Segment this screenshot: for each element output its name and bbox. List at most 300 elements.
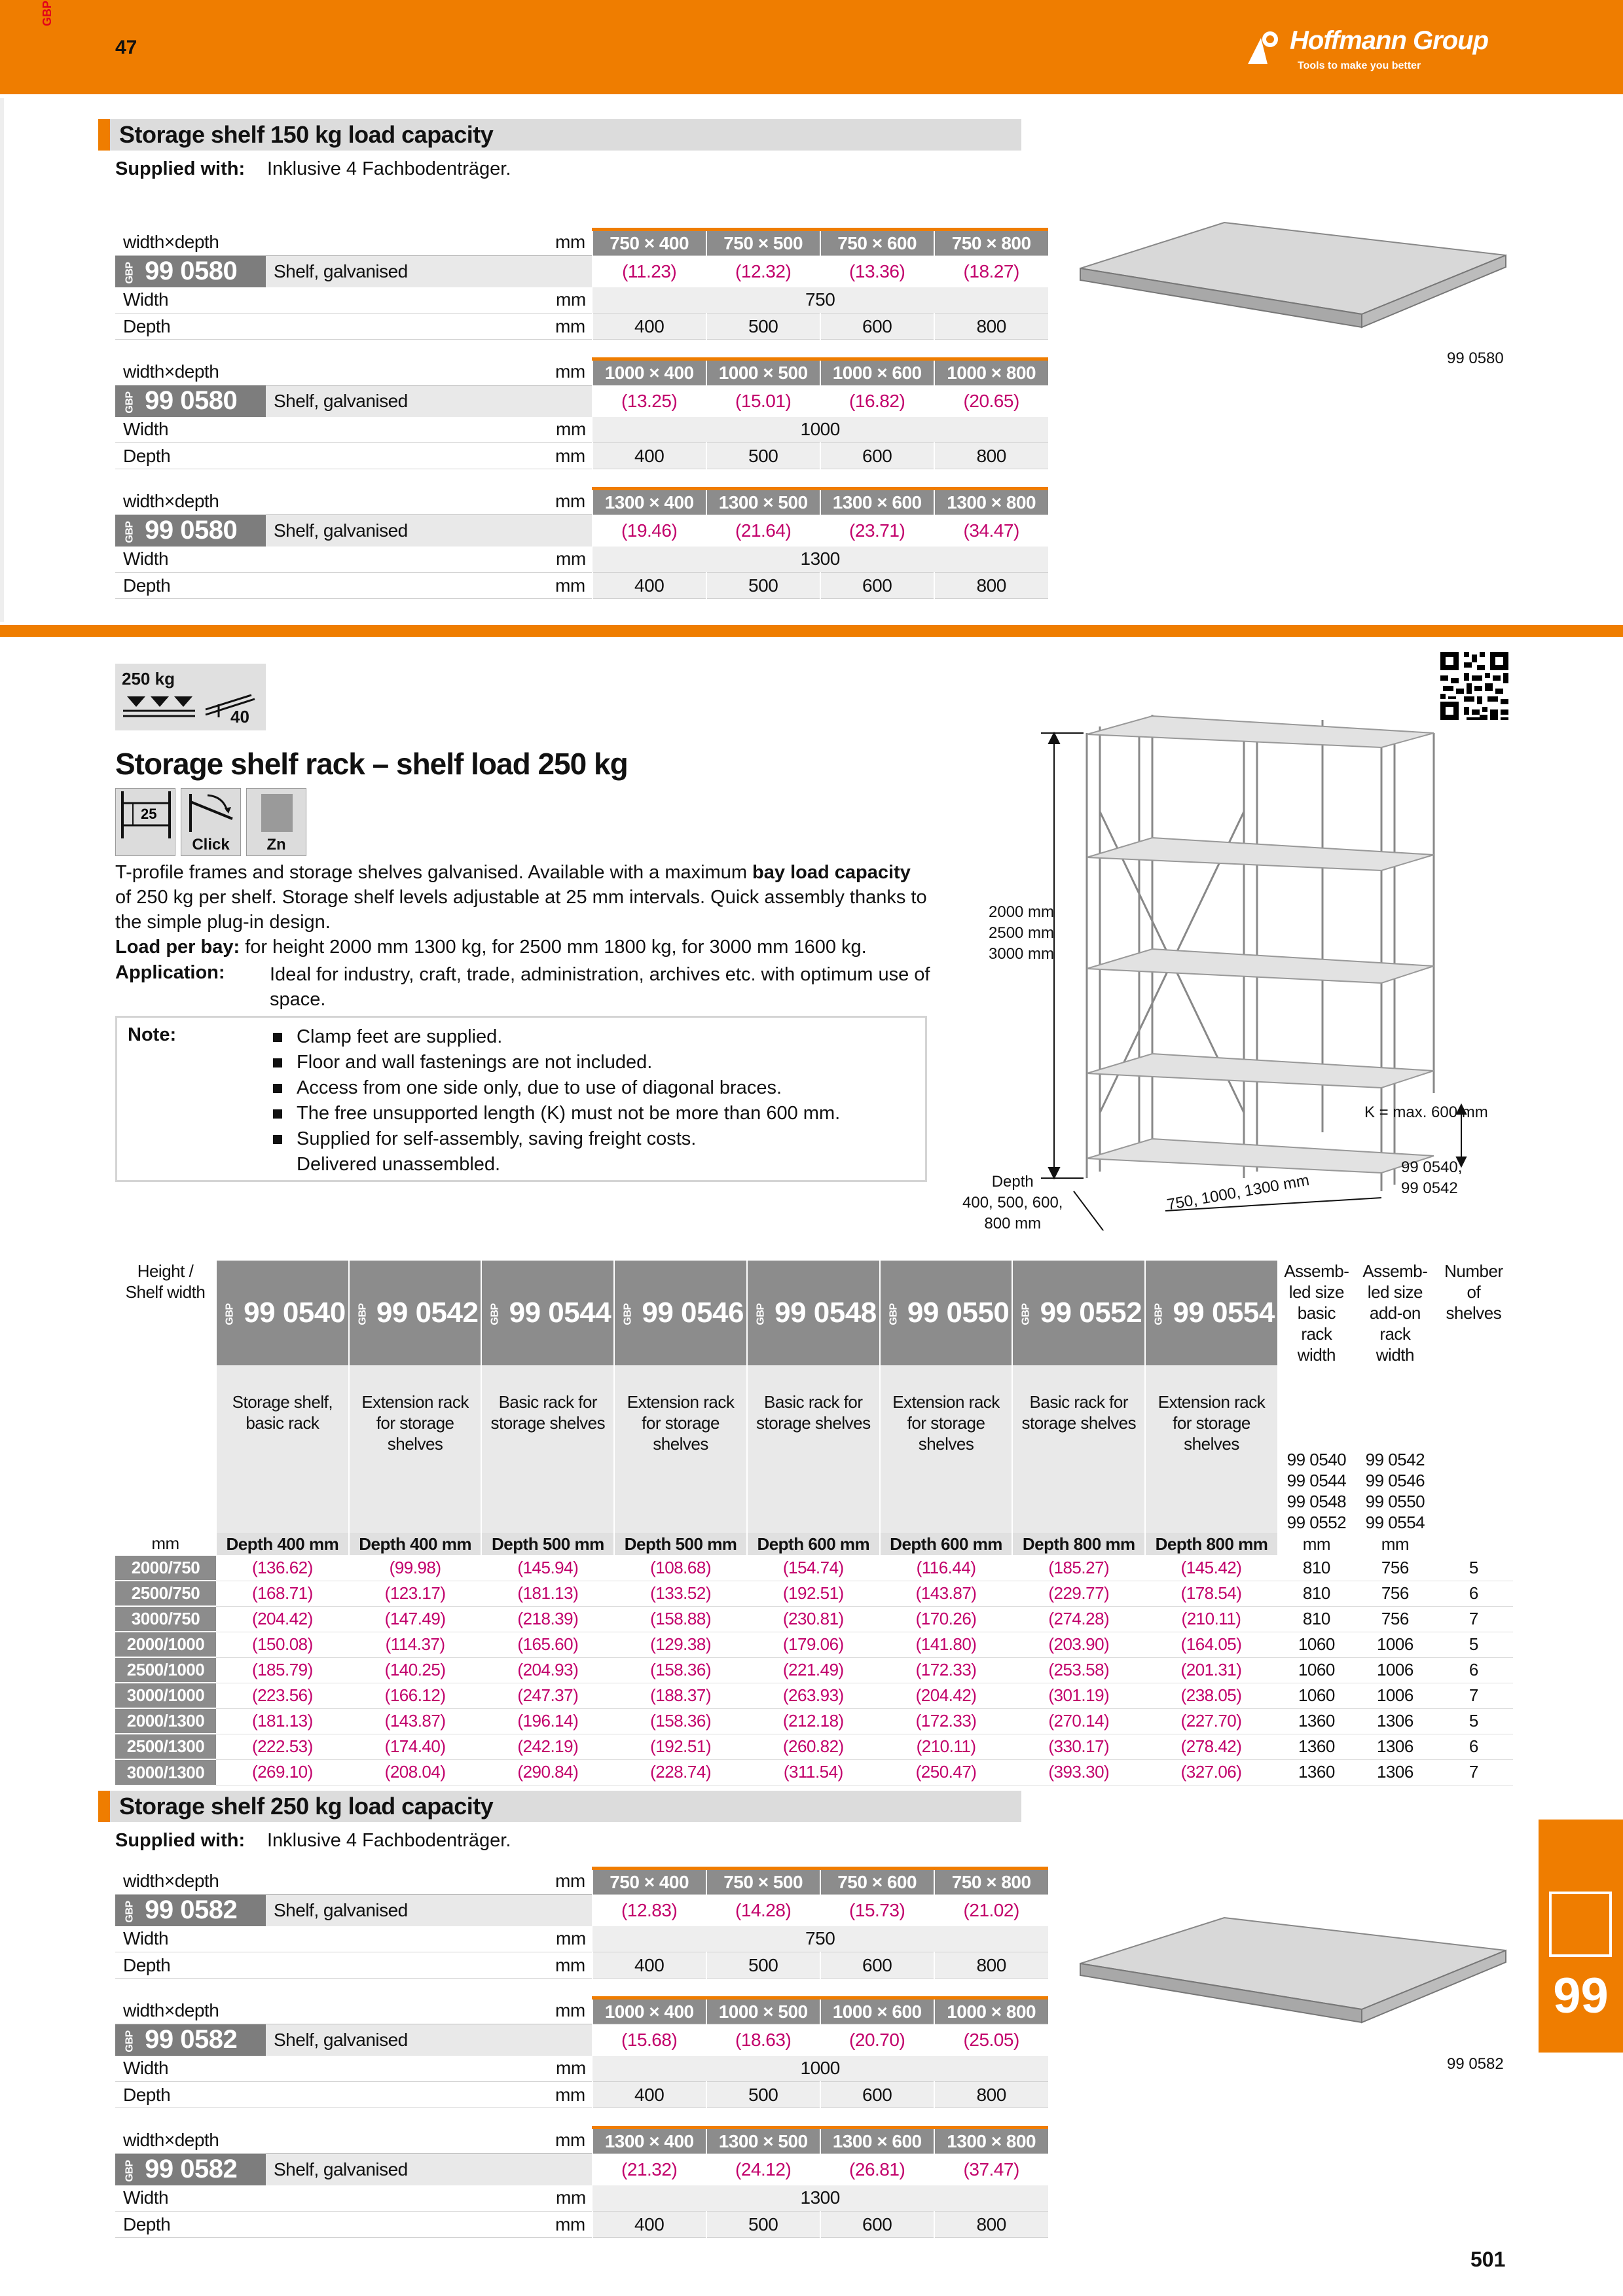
- icon-zn-text: Zn: [266, 836, 286, 853]
- rack-price-cell: (230.81): [747, 1606, 880, 1632]
- article-number-text: 99 0582: [145, 1895, 238, 1925]
- width-value: 750: [593, 287, 1048, 314]
- size-header: 1000 × 800: [934, 1998, 1048, 2024]
- unit-label: mm: [547, 547, 593, 573]
- basic-width-cell: 810: [1277, 1606, 1356, 1632]
- rack-price-cell: (203.90): [1012, 1632, 1145, 1657]
- rack-price-cell: (393.30): [1012, 1759, 1145, 1785]
- addon-width-cell: 756: [1356, 1581, 1434, 1606]
- rack-article-text: 99 0544: [509, 1297, 611, 1329]
- rack-price-cell: (192.51): [614, 1734, 747, 1759]
- rack-price-row: [115, 1759, 1513, 1785]
- rack-description-cell: Extension rack for storage shelves: [1145, 1365, 1277, 1533]
- section-title-150kg: Storage shelf 150 kg load capacity: [98, 119, 1021, 151]
- gbp-mark: GBP: [1020, 1303, 1032, 1325]
- unit-label: mm: [547, 2185, 593, 2212]
- rack-price-cell: (222.53): [216, 1734, 349, 1759]
- note-list: [273, 1024, 840, 1177]
- width-row: [115, 1926, 1048, 1952]
- height-label: 3000 mm: [989, 945, 1055, 963]
- supplied-label: Supplied with:: [115, 158, 246, 179]
- size-header-row: [115, 359, 1048, 386]
- unit-label: mm: [547, 443, 593, 469]
- addon-width-cell: 1306: [1356, 1708, 1434, 1734]
- article-number[interactable]: [115, 386, 266, 417]
- size-header-row: [115, 2128, 1048, 2154]
- depth-value: 500: [706, 314, 820, 340]
- addon-width-cell: 1006: [1356, 1683, 1434, 1708]
- depth-value: 800: [934, 1952, 1048, 1979]
- price-cell: (12.32): [706, 256, 820, 287]
- width-value: 1000: [593, 417, 1048, 443]
- chapter-number: 99: [1553, 1968, 1609, 2024]
- rack-price-cell: (278.42): [1145, 1734, 1277, 1759]
- depth-label: 400, 500, 600,: [962, 1194, 1063, 1211]
- page-number-bottom: 501: [1470, 2248, 1506, 2271]
- addon-rack-article: 99 0550: [1365, 1492, 1425, 1511]
- basic-width-cell: 1360: [1277, 1734, 1356, 1759]
- rack-article-number[interactable]: [349, 1261, 482, 1365]
- article-row: [115, 386, 1048, 417]
- note-item: Floor and wall fastenings are not included.: [273, 1050, 840, 1075]
- article-number-text: 99 0580: [145, 516, 238, 545]
- basic-rack-article: 99 0544: [1286, 1471, 1347, 1490]
- rack-image-articles: [1401, 1157, 1462, 1199]
- rack-article-text: 99 0548: [775, 1297, 877, 1329]
- price-cell: (37.47): [934, 2154, 1048, 2185]
- width-row: [115, 287, 1048, 314]
- image-article: 99 0540,: [1401, 1158, 1463, 1176]
- unit-label: mm: [547, 1926, 593, 1952]
- depth-row: [115, 314, 1048, 340]
- height-width-cell: 2500/1300: [115, 1734, 216, 1759]
- application-text: Ideal for industry, craft, trade, administration, archives etc. with optimum use of space.: [270, 964, 930, 1010]
- rack-article-number[interactable]: [1145, 1261, 1277, 1365]
- size-header: 1300 × 400: [593, 2128, 706, 2154]
- rack-price-cell: (165.60): [481, 1632, 614, 1657]
- article-row: [115, 1895, 1048, 1926]
- depth-value: 600: [820, 2212, 934, 2238]
- rack-article-number[interactable]: [747, 1261, 880, 1365]
- price-cell: (18.27): [934, 256, 1048, 287]
- size-header: 750 × 800: [934, 1869, 1048, 1895]
- unit-label: mm: [547, 573, 593, 599]
- shelves-count-cell: 5: [1434, 1555, 1513, 1581]
- depth-value: 600: [820, 573, 934, 599]
- size-header: 1000 × 800: [934, 359, 1048, 386]
- rack-price-cell: (229.77): [1012, 1581, 1145, 1606]
- rack-article-text: 99 0542: [376, 1297, 479, 1329]
- article-number[interactable]: [115, 1895, 266, 1926]
- rack-article-number[interactable]: [880, 1261, 1013, 1365]
- height-width-cell: 2000/750: [115, 1555, 216, 1581]
- article-row: [115, 515, 1048, 547]
- rack-title: Storage shelf rack – shelf load 250 kg: [115, 747, 628, 781]
- gbp-mark: GBP: [124, 262, 136, 284]
- rack-depth-cell: Depth 400 mm: [349, 1533, 482, 1555]
- article-row: [115, 256, 1048, 287]
- height-width-cell: 3000/1000: [115, 1683, 216, 1708]
- shelf-table: [115, 357, 1048, 469]
- unit-label: mm: [547, 1952, 593, 1979]
- rack-description-cell: Extension rack for storage shelves: [349, 1365, 482, 1533]
- price-cell: (15.01): [706, 386, 820, 417]
- height-label: 2000 mm: [989, 903, 1055, 921]
- rack-price-cell: (311.54): [747, 1759, 880, 1785]
- rack-price-cell: (208.04): [349, 1759, 482, 1785]
- rack-article-number[interactable]: [614, 1261, 747, 1365]
- height-width-header: [115, 1261, 216, 1533]
- basic-rack-list: [1277, 1365, 1356, 1533]
- gbp-mark: GBP: [357, 1303, 369, 1325]
- note-box: [115, 1016, 927, 1182]
- price-cell: (12.83): [593, 1895, 706, 1926]
- unit-label: mm: [547, 230, 593, 256]
- price-cell: (26.81): [820, 2154, 934, 2185]
- depth-value: 800: [934, 314, 1048, 340]
- depth-labels: [962, 1172, 1063, 1234]
- article-row: [115, 2154, 1048, 2185]
- depth-value: 500: [706, 2212, 820, 2238]
- unit-label: mm: [547, 2082, 593, 2108]
- price-cell: (25.05): [934, 2024, 1048, 2056]
- article-number-text: 99 0580: [145, 386, 238, 416]
- rack-price-cell: (223.56): [216, 1683, 349, 1708]
- chapter-tab[interactable]: [1539, 1820, 1623, 2053]
- shelf-table: [115, 487, 1048, 599]
- galvanised-zn-icon: [247, 789, 307, 836]
- addon-rack-article: 99 0542: [1365, 1450, 1425, 1469]
- depth-value: 400: [593, 314, 706, 340]
- shelf-chapter-icon: [1549, 1892, 1612, 1957]
- rack-price-cell: (143.87): [880, 1581, 1013, 1606]
- unit-label: mm: [547, 314, 593, 340]
- basic-width-cell: 1360: [1277, 1759, 1356, 1785]
- depth-label: Depth: [115, 1952, 547, 1979]
- depth-label: 800 mm: [984, 1215, 1042, 1232]
- note-item: Supplied for self-assembly, saving freight costs.: [273, 1126, 840, 1152]
- rack-price-cell: (133.52): [614, 1581, 747, 1606]
- unit-label: mm: [547, 2128, 593, 2154]
- price-cell: (11.23): [593, 256, 706, 287]
- adjustable-25-icon: [116, 789, 176, 841]
- depth-label: Depth: [991, 1173, 1034, 1191]
- basic-rack-width-header: Assemb-led size basic rack width: [1284, 1261, 1349, 1365]
- rack-article-number[interactable]: [216, 1261, 349, 1365]
- rack-price-cell: (274.28): [1012, 1606, 1145, 1632]
- section-divider: [0, 625, 1623, 637]
- rack-article-text: 99 0550: [907, 1297, 1010, 1329]
- depth-value: 600: [820, 1952, 934, 1979]
- article-number-text: 99 0580: [145, 257, 238, 286]
- rack-price-row: [115, 1606, 1513, 1632]
- side-strip: [0, 98, 4, 622]
- rack-price-row: [115, 1555, 1513, 1581]
- size-header: 1300 × 800: [934, 489, 1048, 515]
- rack-price-cell: (143.87): [349, 1708, 482, 1734]
- size-header: 750 × 800: [934, 230, 1048, 256]
- price-cell: (16.82): [820, 386, 934, 417]
- rack-price-cell: (123.17): [349, 1581, 482, 1606]
- width-label: 750, 1000, 1300 mm: [1165, 1171, 1311, 1214]
- shelves-count-cell: 6: [1434, 1734, 1513, 1759]
- depth-value: 800: [934, 2082, 1048, 2108]
- height-width-cell: 2500/750: [115, 1581, 216, 1606]
- price-cell: (24.12): [706, 2154, 820, 2185]
- basic-width-cell: 1060: [1277, 1683, 1356, 1708]
- article-number[interactable]: [115, 256, 266, 287]
- width-depth-label: width×depth: [115, 230, 547, 256]
- depth-value: 600: [820, 443, 934, 469]
- size-header: 750 × 400: [593, 1869, 706, 1895]
- gbp-mark: GBP: [124, 391, 136, 414]
- price-cell: (15.68): [593, 2024, 706, 2056]
- rack-price-cell: (172.33): [880, 1708, 1013, 1734]
- size-header-row: [115, 489, 1048, 515]
- rack-price-cell: (185.27): [1012, 1555, 1145, 1581]
- rack-price-cell: (196.14): [481, 1708, 614, 1734]
- price-cell: (21.02): [934, 1895, 1048, 1926]
- width-depth-label: width×depth: [115, 2128, 547, 2154]
- supplied-text: Inklusive 4 Fachbodenträger.: [267, 1830, 511, 1851]
- width-depth-label: width×depth: [115, 1869, 547, 1895]
- price-cell: (34.47): [934, 515, 1048, 547]
- rack-price-cell: (250.47): [880, 1759, 1013, 1785]
- rack-price-cell: (330.17): [1012, 1734, 1145, 1759]
- size-header-row: [115, 1869, 1048, 1895]
- article-description: Shelf, galvanised: [266, 386, 593, 417]
- article-description: Shelf, galvanised: [266, 256, 593, 287]
- rack-price-cell: (179.06): [747, 1632, 880, 1657]
- depth-value: 500: [706, 573, 820, 599]
- width-depth-label: width×depth: [115, 359, 547, 386]
- rack-price-cell: (174.40): [349, 1734, 482, 1759]
- gbp-mark: GBP: [124, 2030, 136, 2053]
- rack-price-cell: (108.68): [614, 1555, 747, 1581]
- price-cell: (13.36): [820, 256, 934, 287]
- addon-rack-list: [1356, 1365, 1434, 1533]
- supplied-with-150kg: [115, 158, 511, 180]
- rack-price-cell: (210.11): [1145, 1606, 1277, 1632]
- load-text: for height 2000 mm 1300 kg, for 2500 mm 1800 kg, for 3000 mm 1600 kg.: [240, 937, 867, 958]
- rack-price-cell: (227.70): [1145, 1708, 1277, 1734]
- rack-price-table: [115, 1261, 1513, 1785]
- gbp-mark: GBP: [124, 521, 136, 543]
- rack-price-cell: (269.10): [216, 1759, 349, 1785]
- hoffmann-logo-icon: [1244, 30, 1286, 67]
- depth-value: 800: [934, 573, 1048, 599]
- size-header: 750 × 600: [820, 1869, 934, 1895]
- size-header: 1000 × 600: [820, 359, 934, 386]
- addon-width-cell: 1006: [1356, 1632, 1434, 1657]
- feature-icon-click: [181, 788, 241, 856]
- basic-width-cell: 810: [1277, 1555, 1356, 1581]
- shelf-table: [115, 1867, 1048, 1979]
- note-item: The free unsupported length (K) must not be more than 600 mm.: [273, 1101, 840, 1126]
- rack-price-cell: (99.98): [349, 1555, 482, 1581]
- unit-label: mm: [547, 287, 593, 314]
- rack-article-number[interactable]: [481, 1261, 614, 1365]
- page-number-top: 47: [115, 37, 137, 58]
- height-label: 2500 mm: [989, 924, 1055, 942]
- rack-price-cell: (172.33): [880, 1657, 1013, 1683]
- size-header: 1000 × 400: [593, 1998, 706, 2024]
- image-label-150kg: 99 0580: [1447, 350, 1504, 367]
- rack-depth-cell: Depth 800 mm: [1145, 1533, 1277, 1555]
- shelves-count-cell: 6: [1434, 1581, 1513, 1606]
- height-width-cell: 2500/1000: [115, 1657, 216, 1683]
- addon-rack-width-header: Assemb-led size add-on rack width: [1362, 1261, 1428, 1365]
- article-description: Shelf, galvanised: [266, 1895, 593, 1926]
- size-header: 1300 × 400: [593, 489, 706, 515]
- width-row: [115, 417, 1048, 443]
- badge-load-text: 250 kg: [122, 669, 175, 689]
- depth-row: [115, 2082, 1048, 2108]
- depth-value: 500: [706, 1952, 820, 1979]
- section-title-250kg: Storage shelf 250 kg load capacity: [98, 1791, 1021, 1822]
- width-value: 750: [593, 1926, 1048, 1952]
- size-header: 1300 × 600: [820, 2128, 934, 2154]
- rack-article-text: 99 0554: [1173, 1297, 1275, 1329]
- click-assembly-icon: [181, 789, 242, 836]
- rack-price-cell: (270.14): [1012, 1708, 1145, 1734]
- rack-price-cell: (327.06): [1145, 1759, 1277, 1785]
- rack-price-cell: (210.11): [880, 1734, 1013, 1759]
- rack-description-cell: Basic rack for storage shelves: [747, 1365, 880, 1533]
- price-cell: (19.46): [593, 515, 706, 547]
- rack-description-cell: Basic rack for storage shelves: [481, 1365, 614, 1533]
- brand-name: Hoffmann Group: [1290, 26, 1489, 55]
- width-label: Width: [115, 417, 547, 443]
- size-header: 1000 × 500: [706, 1998, 820, 2024]
- height-labels: [989, 902, 1054, 965]
- rack-price-cell: (238.05): [1145, 1683, 1277, 1708]
- depth-label: Depth: [115, 2082, 547, 2108]
- rack-price-row: [115, 1683, 1513, 1708]
- depth-value: 400: [593, 2082, 706, 2108]
- rack-desc-row: [115, 1365, 1513, 1533]
- gbp-tag: GBP: [41, 0, 54, 26]
- rack-price-cell: (114.37): [349, 1632, 482, 1657]
- icon-25-text: 25: [141, 806, 157, 822]
- unit-label: mm: [547, 1869, 593, 1895]
- size-header: 750 × 400: [593, 230, 706, 256]
- corner-label: Height /: [137, 1261, 194, 1281]
- shelf-table: [115, 228, 1048, 340]
- rack-price-cell: (253.58): [1012, 1657, 1145, 1683]
- k-label: K = max. 600 mm: [1364, 1103, 1488, 1121]
- note-item: Access from one side only, due to use of diagonal braces.: [273, 1075, 840, 1101]
- height-width-cell: 2000/1300: [115, 1708, 216, 1734]
- rack-depth-cell: Depth 500 mm: [614, 1533, 747, 1555]
- article-number[interactable]: [115, 2154, 266, 2185]
- size-header-row: [115, 230, 1048, 256]
- rack-depth-cell: Depth 800 mm: [1012, 1533, 1145, 1555]
- rack-depth-cell: Depth 600 mm: [880, 1533, 1013, 1555]
- article-number-text: 99 0582: [145, 2025, 238, 2054]
- gbp-mark: GBP: [888, 1303, 900, 1325]
- size-header: 750 × 600: [820, 230, 934, 256]
- hoffmann-logo: [1244, 26, 1506, 79]
- depth-row: [115, 573, 1048, 599]
- basic-width-cell: 1060: [1277, 1632, 1356, 1657]
- basic-rack-article: 99 0540: [1286, 1450, 1347, 1469]
- shelf-image-250kg: [1054, 1905, 1512, 2036]
- rack-price-cell: (247.37): [481, 1683, 614, 1708]
- article-number[interactable]: [115, 2024, 266, 2056]
- rack-price-cell: (168.71): [216, 1581, 349, 1606]
- size-header: 1300 × 800: [934, 2128, 1048, 2154]
- rack-price-cell: (170.26): [880, 1606, 1013, 1632]
- shelves-count-cell: 6: [1434, 1657, 1513, 1683]
- height-width-cell: 3000/1300: [115, 1759, 216, 1785]
- depth-value: 400: [593, 2212, 706, 2238]
- shelf-image-150kg: [1054, 209, 1512, 340]
- addon-width-cell: 756: [1356, 1606, 1434, 1632]
- rack-price-cell: (140.25): [349, 1657, 482, 1683]
- article-number-text: 99 0582: [145, 2155, 238, 2184]
- rack-price-cell: (166.12): [349, 1683, 482, 1708]
- unit-label: mm: [547, 2056, 593, 2082]
- rack-article-number[interactable]: [1012, 1261, 1145, 1365]
- gbp-mark: GBP: [490, 1303, 501, 1325]
- shelves-count-cell: 7: [1434, 1606, 1513, 1632]
- basic-rack-article: 99 0548: [1286, 1492, 1347, 1511]
- rack-price-cell: (164.05): [1145, 1632, 1277, 1657]
- rack-depth-cell: Depth 400 mm: [216, 1533, 349, 1555]
- price-cell: (23.71): [820, 515, 934, 547]
- rack-description-cell: Storage shelf, basic rack: [216, 1365, 349, 1533]
- rack-depth-cell: Depth 500 mm: [481, 1533, 614, 1555]
- article-number[interactable]: [115, 515, 266, 547]
- rack-price-cell: (204.42): [216, 1606, 349, 1632]
- rack-price-cell: (150.08): [216, 1632, 349, 1657]
- rack-description-cell: Basic rack for storage shelves: [1012, 1365, 1145, 1533]
- corner-label: Shelf width: [125, 1282, 206, 1302]
- depth-row: [115, 443, 1048, 469]
- rack-price-cell: (201.31): [1145, 1657, 1277, 1683]
- unit-label: mm: [547, 417, 593, 443]
- note-item: Clamp feet are supplied.: [273, 1024, 840, 1050]
- rack-article-text: 99 0540: [244, 1297, 346, 1329]
- badge-number: 40: [230, 707, 249, 726]
- shelves-count-cell: 5: [1434, 1708, 1513, 1734]
- width-row: [115, 2056, 1048, 2082]
- width-depth-label: width×depth: [115, 489, 547, 515]
- width-value: 1000: [593, 2056, 1048, 2082]
- desc-part: of 250 kg per shelf. Storage shelf levels adjustable at 25 mm intervals. Quick assembly thanks to the simple plug-in design.: [115, 887, 927, 933]
- rack-price-cell: (192.51): [747, 1581, 880, 1606]
- rack-price-row: [115, 1734, 1513, 1759]
- rack-price-cell: (242.19): [481, 1734, 614, 1759]
- shelves-count-cell: 7: [1434, 1759, 1513, 1785]
- rack-price-row: [115, 1708, 1513, 1734]
- empty-cell: [1434, 1533, 1513, 1555]
- rack-price-cell: (116.44): [880, 1555, 1013, 1581]
- rack-price-cell: (260.82): [747, 1734, 880, 1759]
- rack-price-cell: (301.19): [1012, 1683, 1145, 1708]
- price-cell: (15.73): [820, 1895, 934, 1926]
- gbp-mark: GBP: [124, 1901, 136, 1923]
- shelf-table: [115, 2126, 1048, 2238]
- rack-illustration: [976, 707, 1512, 1230]
- shelves-count-header: Number of shelves: [1444, 1261, 1503, 1323]
- brand-tagline: Tools to make you better: [1298, 60, 1421, 71]
- depth-label: Depth: [115, 443, 547, 469]
- article-row: [115, 2024, 1048, 2056]
- unit-label: mm: [547, 2212, 593, 2238]
- desc-part: T-profile frames and storage shelves galvanised. Available with a maximum: [115, 862, 753, 883]
